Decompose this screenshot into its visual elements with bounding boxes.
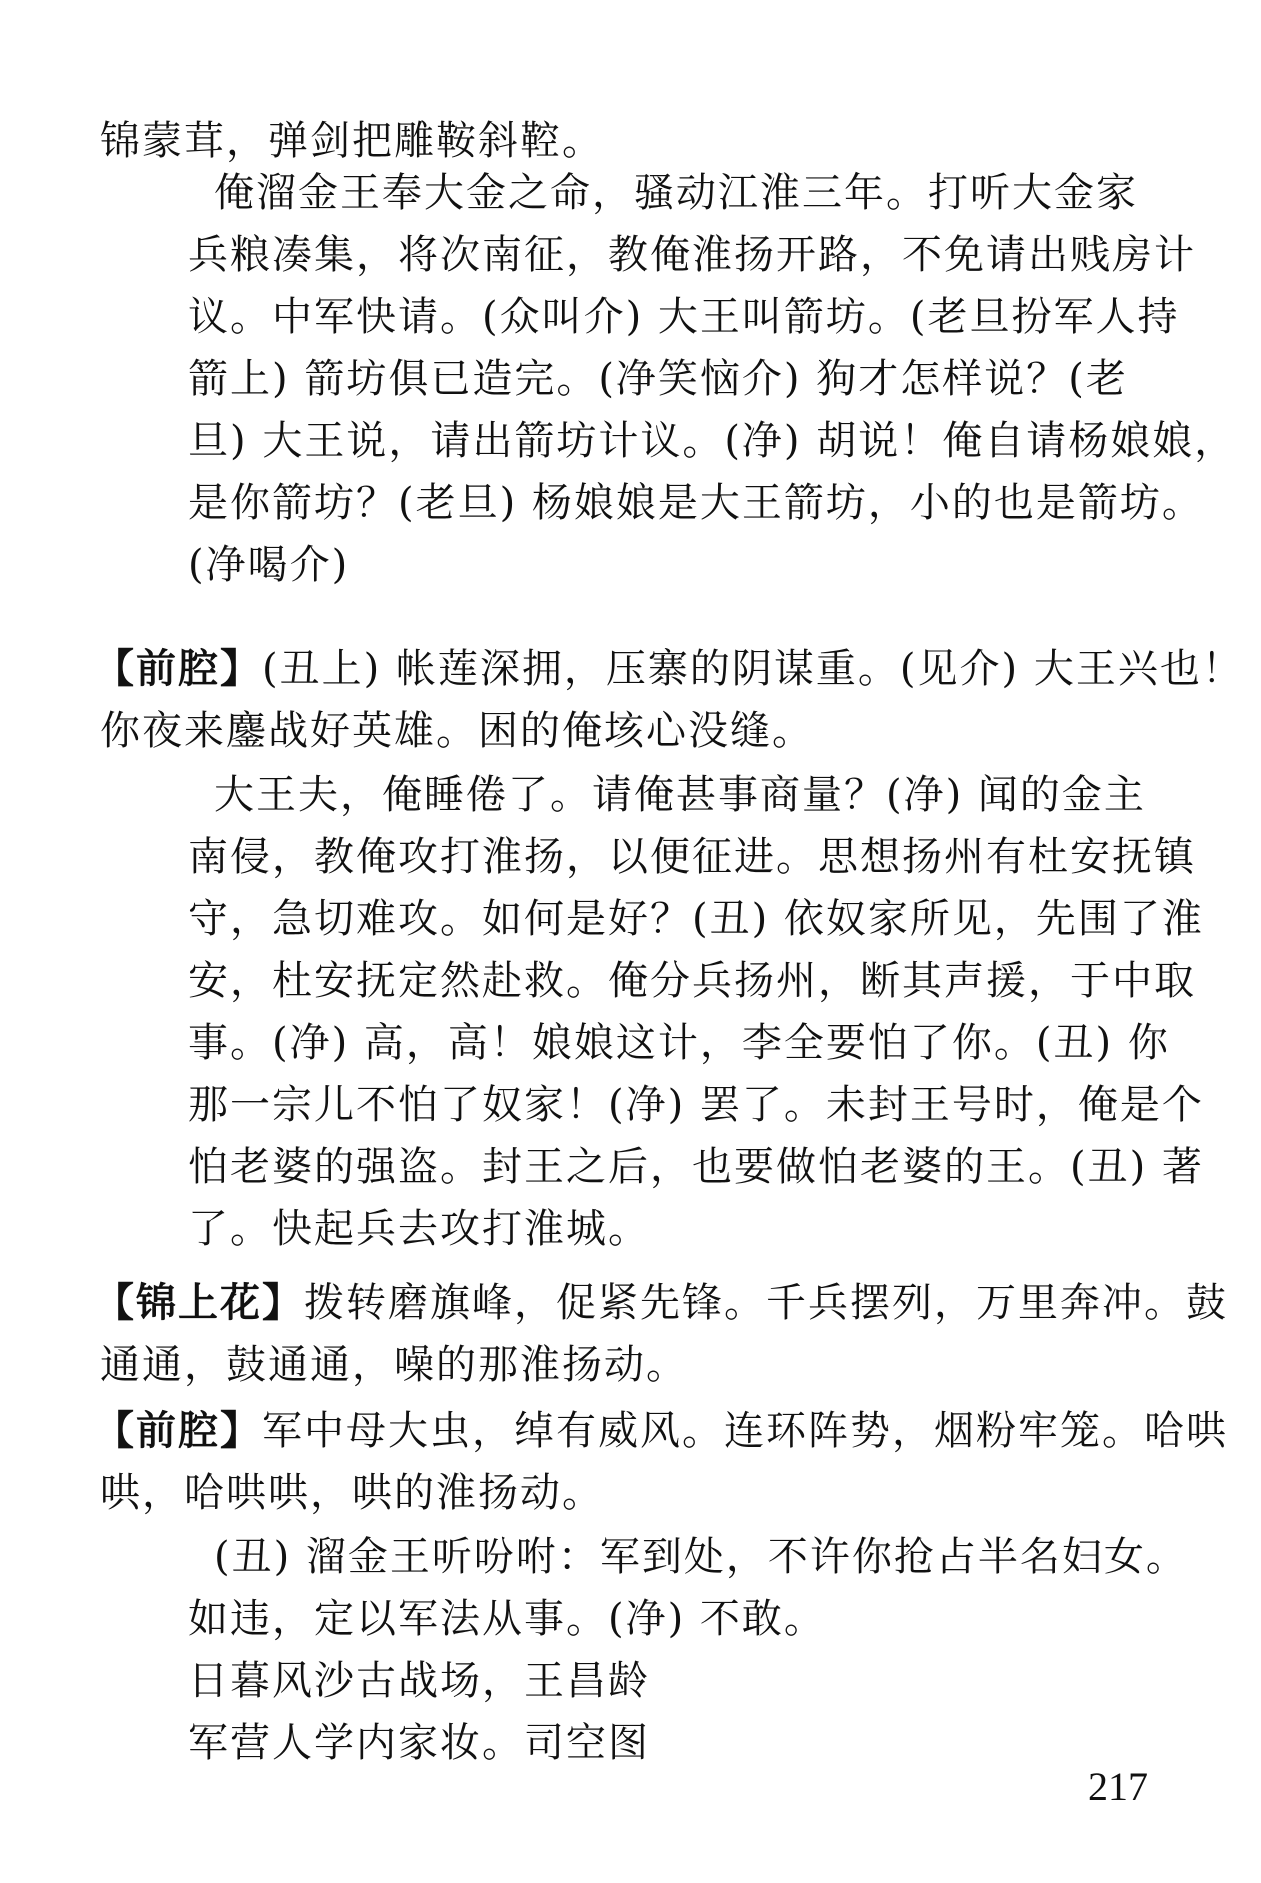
closing-verse-line: 日暮风沙古战场，王昌龄 bbox=[188, 1658, 650, 1704]
aria-line bbox=[94, 1400, 1228, 1462]
dialogue-line: 事。(净) 高，高！娘娘这计，李全要怕了你。(丑) 你 bbox=[188, 1020, 1170, 1066]
dialogue-line: 大王夫，俺睡倦了。请俺甚事商量？(净) 闻的金主 bbox=[214, 772, 1146, 818]
dialogue-line: 南侵，教俺攻打淮扬，以便征进。思想扬州有杜安抚镇 bbox=[188, 834, 1196, 880]
aria-line: 你夜来鏖战好英雄。困的俺垓心没缝。 bbox=[100, 708, 814, 754]
dialogue-line: 议。中军快请。(众叫介) 大王叫箭坊。(老旦扮军人持 bbox=[188, 294, 1180, 340]
aria-line: 通通，鼓通通，噪的那淮扬动。 bbox=[100, 1342, 688, 1388]
dialogue-line: 那一宗儿不怕了奴家！(净) 罢了。未封王号时，俺是个 bbox=[188, 1082, 1204, 1128]
dialogue-line: 安，杜安抚定然赴救。俺分兵扬州，断其声援，于中取 bbox=[188, 958, 1196, 1004]
aria-qian-qiang-1 bbox=[94, 638, 1244, 762]
aria-jin-shang-hua bbox=[94, 1272, 1228, 1396]
dialogue-line: (丑) 溜金王听吩咐：军到处，不许你抢占半名妇女。 bbox=[214, 1534, 1188, 1580]
aria-line bbox=[94, 1272, 1228, 1334]
page-number: 217 bbox=[1088, 1764, 1148, 1809]
dialogue-line: 兵粮凑集，将次南征，教俺淮扬开路，不免请出贱房计 bbox=[188, 232, 1196, 278]
aria-line: 哄，哈哄哄，哄的淮扬动。 bbox=[100, 1470, 604, 1516]
tune-label: 【前腔】 bbox=[94, 646, 262, 692]
dialogue-line: 箭上) 箭坊俱已造完。(净笑恼介) 狗才怎样说？(老 bbox=[188, 356, 1128, 402]
dialogue-line: 怕老婆的强盗。封王之后，也要做怕老婆的王。(丑) 著 bbox=[188, 1144, 1204, 1190]
aria-text: 拨转磨旗峰，促紧先锋。千兵摆列，万里奔冲。鼓 bbox=[304, 1280, 1228, 1326]
dialogue-block-2 bbox=[188, 764, 1204, 1260]
aria-qian-qiang-2 bbox=[94, 1400, 1228, 1524]
closing-verse-line: 军营人学内家妆。司空图 bbox=[188, 1720, 650, 1766]
aria-line bbox=[94, 638, 1244, 700]
tune-label: 【锦上花】 bbox=[94, 1280, 304, 1326]
dialogue-line: 旦) 大王说，请出箭坊计议。(净) 胡说！俺自请杨娘娘， bbox=[188, 418, 1237, 464]
lyric-line: 锦蒙茸，弹剑把雕鞍斜鞚。 bbox=[100, 118, 604, 164]
dialogue-block-1 bbox=[188, 162, 1237, 596]
dialogue-line: 俺溜金王奉大金之命，骚动江淮三年。打听大金家 bbox=[214, 170, 1138, 216]
aria-text: (丑上) 帐莲深拥，压寨的阴谋重。(见介) 大王兴也！ bbox=[262, 646, 1244, 692]
dialogue-line: 如违，定以军法从事。(净) 不敢。 bbox=[188, 1596, 826, 1642]
dialogue-line: 守，急切难攻。如何是好？(丑) 依奴家所见，先围了淮 bbox=[188, 896, 1204, 942]
dialogue-line: (净喝介) bbox=[188, 542, 350, 588]
tune-label: 【前腔】 bbox=[94, 1408, 262, 1454]
dialogue-line: 是你箭坊？(老旦) 杨娘娘是大王箭坊，小的也是箭坊。 bbox=[188, 480, 1204, 526]
dialogue-line: 了。快起兵去攻打淮城。 bbox=[188, 1206, 650, 1252]
dialogue-block-3 bbox=[188, 1526, 1188, 1774]
aria-text: 军中母大虫，绰有威风。连环阵势，烟粉牢笼。哈哄 bbox=[262, 1408, 1228, 1454]
